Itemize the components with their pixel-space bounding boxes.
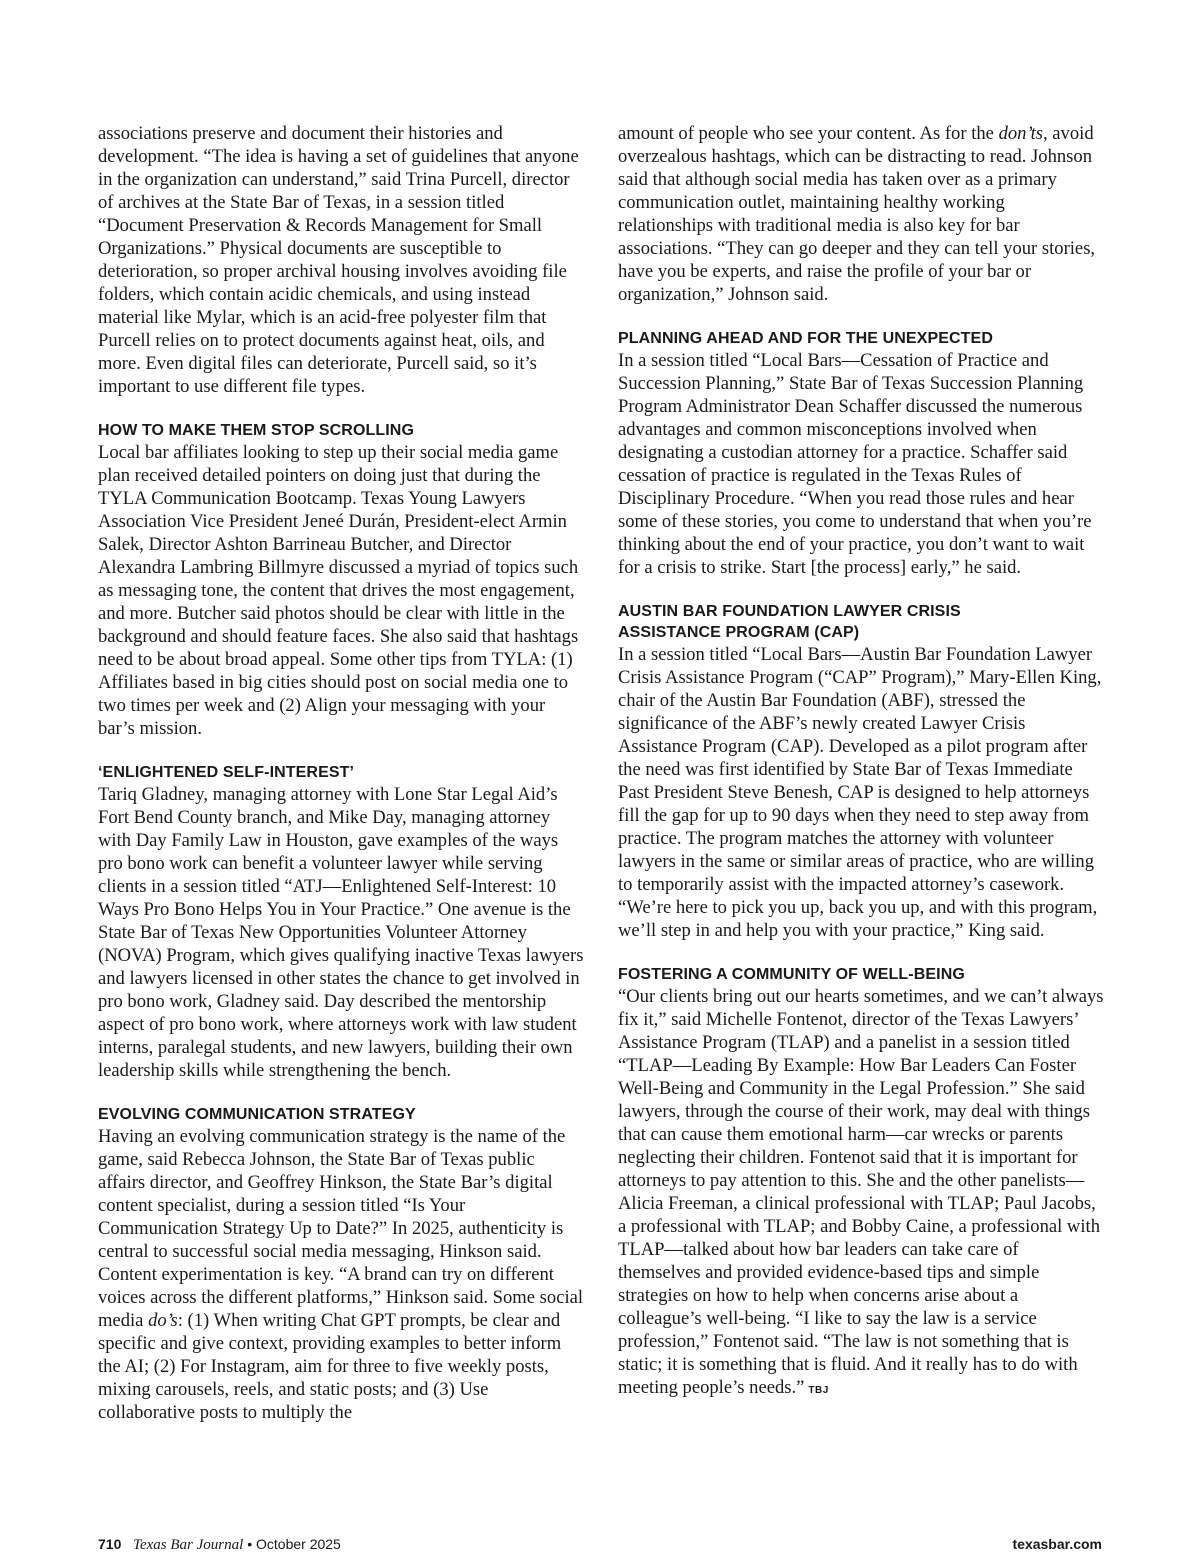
body-text: “Our clients bring out our hearts sometimes, and we can’t always fix it,” said Michelle Fontenot, director of the Texas Lawyers’ Assistance Program (TLAP) and a panelist in a session titled “TLAP—Leading By Example: How Bar Leaders Can Foster Well-Being and Community in the Legal Profession.” She said lawyers, through the course of their work, may deal with things that can cause them emotional harm—car wrecks or parents neglecting their children. Fontenot said that it is important for attorneys to pay attention to this. She and the other panelists—Alicia Freeman, a clinical professional with TLAP; Paul Jacobs, a professional with TLAP; and Bobby Caine, a professional with TLAP—talked about how bar leaders can take care of themselves and provided evidence-based tips and simple strategies on how to help when concerns arise about a colleague’s well-being. “I like to say the law is a service profession,” Fontenot said. “The law is not something that is static; it is something that is fluid. And it really has to do with meeting people’s needs.” (618, 986, 1104, 1398)
section-body-communication-strategy (98, 1125, 584, 1424)
section-body-planning-ahead: In a session titled “Local Bars—Cessation of Practice and Succession Planning,” State Bar of Texas Succession Planning Program Administrator Dean Schaffer discussed the numerous advantages and common misconceptions involved when designating a custodian attorney for a practice. Schaffer said cessation of practice is regulated in the Texas Rules of Disciplinary Procedure. “When you read those rules and hear some of these stories, you come to understand that when you’re thinking about the end of your practice, you don’t want to wait for a crisis to strike. Start [the process] early,” he said. (618, 350, 1092, 578)
intro-paragraph: associations preserve and document their histories and development. “The idea is having a set of guidelines that anyone in the organization can understand,” said Trina Purcell, director of archives at the State Bar of Texas, in a session titled “Document Preservation & Records Management for Small Organizations.” Physical documents are susceptible to deterioration, so proper archival housing involves avoiding file folders, which contain acidic chemicals, and using instead material like Mylar, which is an acid-free polyester film that Purcell relies on to protect documents against heat, oils, and more. Even digital files can deteriorate, Purcell said, so it’s important to use different file types. (98, 123, 579, 397)
section-heading-stop-scrolling: HOW TO MAKE THEM STOP SCROLLING (98, 422, 414, 439)
issue-date: October 2025 (256, 1536, 341, 1552)
emphasis-dos: do’s (148, 1310, 178, 1331)
body-text: Having an evolving communication strategy is the name of the game, said Rebecca Johnson, the State Bar of Texas public affairs director, and Geoffrey Hinkson, the State Bar’s digital content specialist, during a session titled “Is Your Communication Strategy Up to Date?” In 2025, authenticity is central to successful social media messaging, Hinkson said. Content experimentation is key. “A brand can try on different voices across the different platforms,” Hinkson said. Some social media (98, 1126, 584, 1331)
section-body-crisis-assistance: In a session titled “Local Bars—Austin Bar Foundation Lawyer Crisis Assistance Program (“CAP” Program),” Mary-Ellen King, chair of the Austin Bar Foundation (ABF), stressed the significance of the ABF’s newly created Lawyer Crisis Assistance Program (CAP). Developed as a pilot program after the need was first identified by State Bar of Texas Immediate Past President Steve Benesh, CAP is designed to help attorneys fill the gap for up to 90 days when they need to step away from practice. The program matches the attorney with volunteer lawyers in the same or similar areas of practice, who are willing to temporarily assist with the impacted attorney’s casework. “We’re here to pick you up, back you up, and with this program, we’ll step in and help you with your practice,” King said. (618, 644, 1102, 941)
page-footer (98, 1536, 1102, 1556)
section-heading-well-being: FOSTERING A COMMUNITY OF WELL-BEING (618, 966, 965, 983)
body-text: : (1) When writing Chat GPT prompts, be clear and specific and give context, providing examples to better inform the AI; (2) For Instagram, aim for three to five weekly posts, mixing carousels, reels, and static posts; and (3) Use collaborative posts to multiply the (98, 1310, 562, 1423)
body-text: avoid overzealous hashtags, which can be distracting to read. Johnson said that although social media has taken over as a primary communication outlet, maintaining healthy working relationships with traditional media is also key for bar associations. “They can go deeper and they can tell your stories, have you be experts, and raise the profile of your bar or organization,” Johnson said. (618, 123, 1096, 305)
heading-line: AUSTIN BAR FOUNDATION LAWYER CRISIS (618, 603, 961, 620)
section-heading-planning-ahead: PLANNING AHEAD AND FOR THE UNEXPECTED (618, 330, 993, 347)
section-heading-communication-strategy: EVOLVING COMMUNICATION STRATEGY (98, 1106, 416, 1123)
section-body-stop-scrolling: Local bar affiliates looking to step up their social media game plan received detailed pointers on doing just that during the TYLA Communication Bootcamp. Texas Young Lawyers Association Vice President Jeneé Durán, President-elect Armin Salek, Director Ashton Barrineau Butcher, and Director Alexandra Lambring Billmyre discussed a myriad of topics such as messaging tone, the content that drives the most engagement, and more. Butcher said photos should be clear with little in the background and should feature faces. She also said that hashtags need to be about broad appeal. Some other tips from TYLA: (1) Affiliates based in big cities should post on social media one to two times per week and (2) Align your messaging with your bar’s mission. (98, 442, 579, 739)
website-link[interactable]: texasbar.com (1012, 1536, 1102, 1552)
footer-left (98, 1536, 341, 1554)
end-mark: TBJ (808, 1385, 829, 1396)
emphasis-donts: don’ts, (998, 123, 1048, 144)
body-text: amount of people who see your content. As for the (618, 123, 999, 144)
journal-name: Texas Bar Journal (133, 1537, 244, 1553)
section-heading-crisis-assistance (618, 601, 1104, 643)
section-heading-enlightened-self-interest: ‘ENLIGHTENED SELF-INTEREST’ (98, 764, 355, 781)
continuation-paragraph (618, 122, 1104, 306)
section-body-well-being (618, 985, 1104, 1402)
heading-line: ASSISTANCE PROGRAM (CAP) (618, 624, 860, 641)
page-number: 710 (98, 1536, 122, 1552)
footer-separator: • (247, 1536, 253, 1552)
section-body-enlightened-self-interest: Tariq Gladney, managing attorney with Lone Star Legal Aid’s Fort Bend County branch, and Mike Day, managing attorney with Day Family Law in Houston, gave examples of the ways pro bono work can benefit a volunteer lawyer while serving clients in a session titled “ATJ—Enlightened Self-Interest: 10 Ways Pro Bono Helps You in Your Practice.” One avenue is the State Bar of Texas New Opportunities Volunteer Attorney (NOVA) Program, which gives qualifying inactive Texas lawyers and lawyers licensed in other states the chance to get involved in pro bono work, Gladney said. Day described the mentorship aspect of pro bono work, where attorneys work with law student interns, paralegal students, and new lawyers, building their own leadership skills while strengthening the bench. (98, 784, 584, 1081)
right-column (618, 122, 1104, 1402)
left-column (98, 122, 584, 1424)
